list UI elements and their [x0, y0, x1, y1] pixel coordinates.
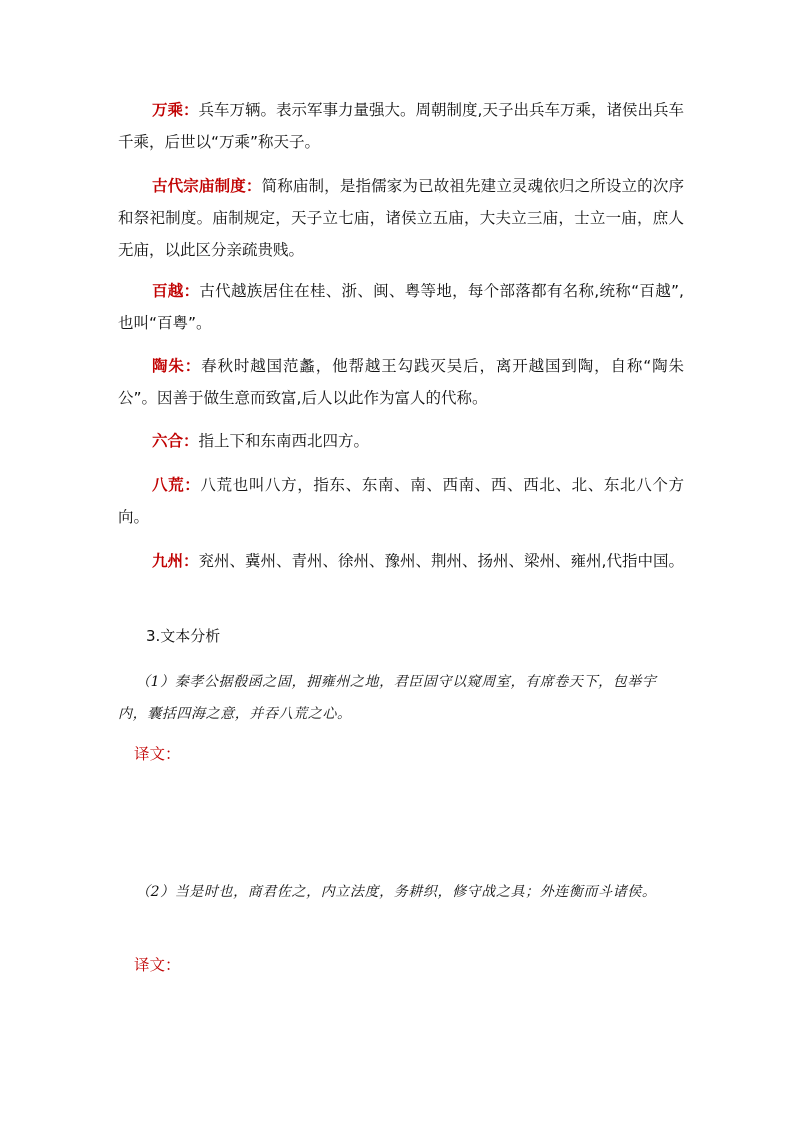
glossary-term: 万乘：: [152, 101, 199, 119]
glossary-definition: 兵车万辆。表示军事力量强大。周朝制度,天子出兵车万乘，诸侯出兵车千乘，后世以“万乘”称天子。: [118, 101, 684, 151]
glossary-definition: 简称庙制，是指儒家为已故祖先建立灵魂依归之所设立的次序和祭祀制度。庙制规定，天子立七庙，诸侯立五庙，大夫立三庙，士立一庙，庶人无庙，以此区分亲疏贵贱。: [118, 177, 684, 259]
glossary-entry-wancheng: [118, 94, 684, 158]
translation-label-1: 译文：: [134, 745, 181, 763]
glossary-term: 八荒：: [152, 476, 201, 494]
glossary-definition: 春秋时越国范蠡，他帮越王勾践灭吴后，离开越国到陶，自称“陶朱公”。因善于做生意而致富,后人以此作为富人的代称。: [118, 357, 684, 407]
glossary-entry-bahuang: [118, 469, 684, 533]
translation-label-2: 译文：: [134, 956, 181, 974]
glossary-definition: 兖州、冀州、青州、徐州、豫州、荆州、扬州、梁州、雍州,代指中国。: [198, 552, 684, 570]
glossary-term: 陶朱：: [152, 357, 202, 375]
glossary-term: 九州：: [152, 552, 199, 570]
glossary-term: 百越：: [152, 282, 200, 300]
glossary-entry-taozhu: [118, 350, 684, 414]
glossary-definition: 指上下和东南西北四方。: [198, 432, 370, 450]
glossary-definition: 八荒也叫八方，指东、东南、南、西南、西、西北、北、东北八个方向。: [118, 476, 684, 526]
glossary-entry-miaozhi: [118, 170, 684, 266]
glossary-definition: 古代越族居住在桂、浙、闽、粤等地，每个部落都有名称,统称“百越”,也叫“百粤”。: [118, 282, 684, 332]
glossary-entry-baiyue: [118, 275, 684, 339]
glossary-term: 六合：: [152, 432, 199, 450]
glossary-entry-jiuzhou: [118, 545, 684, 577]
glossary-entry-liuhe: [118, 425, 684, 457]
glossary-term: 古代宗庙制度：: [152, 177, 262, 195]
exercise-quote-1: （1）秦孝公据殽函之固，拥雍州之地，君臣固守以窥周室，有席卷天下，包举宇内，囊括四海之意，并吞八荒之心。: [118, 674, 657, 722]
exercise-quote-2: （2）当是时也，商君佐之，内立法度，务耕织，修守战之具；外连衡而斗诸侯。: [136, 884, 657, 900]
section-heading: 3.文本分析: [146, 627, 221, 645]
